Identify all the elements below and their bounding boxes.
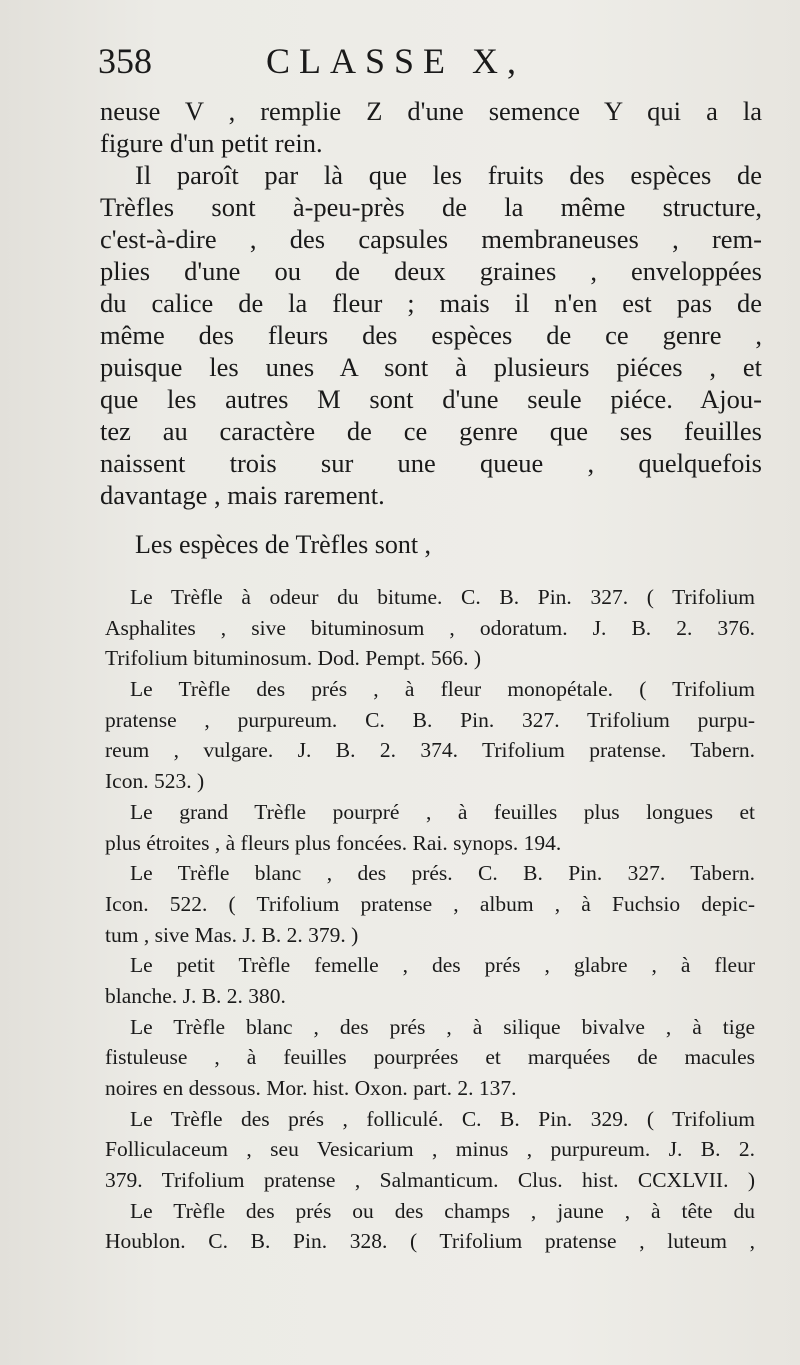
- species-entry-line: Trifolium bituminosum. Dod. Pempt. 566. ): [105, 646, 482, 671]
- species-entry-line: Le Trèfle blanc , des prés. C. B. Pin. 327. Tabern.: [130, 861, 755, 886]
- species-entry-line: Le Trèfle des prés ou des champs , jaune , à tête du: [130, 1198, 755, 1223]
- text-line: davantage , mais rarement.: [100, 480, 385, 510]
- species-entry-line: pratense , purpureum. C. B. Pin. 327. Trifolium purpu-: [105, 707, 755, 732]
- body-paragraph: [100, 95, 762, 511]
- species-entry-line: Houblon. C. B. Pin. 328. ( Trifolium pratense , luteum ,: [105, 1229, 755, 1254]
- species-entry-line: Folliculaceum , seu Vesicarium , minus , purpureum. J. B. 2.: [105, 1137, 755, 1162]
- page-number: 358: [98, 41, 152, 81]
- text-line: Trèfles sont à-peu-près de la même structure,: [100, 192, 762, 222]
- species-entry-line: reum , vulgare. J. B. 2. 374. Trifolium pratense. Tabern.: [105, 738, 755, 763]
- species-entry-line: 379. Trifolium pratense , Salmanticum. Clus. hist. CCXLVII. ): [105, 1168, 755, 1193]
- species-entry-line: Icon. 522. ( Trifolium pratense , album , à Fuchsio depic-: [105, 891, 755, 916]
- text-line: neuse V , remplie Z d'une semence Y qui a la: [100, 96, 762, 126]
- text-line: même des fleurs des espèces de ce genre ,: [100, 320, 762, 350]
- species-entry-line: Le Trèfle à odeur du bitume. C. B. Pin. 327. ( Trifolium: [130, 585, 755, 609]
- text-line: figure d'un petit rein.: [100, 128, 323, 158]
- species-entry-line: Le petit Trèfle femelle , des prés , glabre , à fleur: [130, 953, 755, 978]
- text-line: plies d'une ou de deux graines , enveloppées: [100, 256, 762, 286]
- species-entry-line: fistuleuse , à feuilles pourprées et marquées de macules: [105, 1045, 755, 1070]
- text-line: puisque les unes A sont à plusieurs piéces , et: [100, 352, 762, 382]
- species-heading: Les espèces de Trèfles sont ,: [135, 530, 432, 559]
- text-line: du calice de la fleur ; mais il n'en est pas de: [100, 288, 762, 318]
- text-line: c'est-à-dire , des capsules membraneuses , rem-: [100, 224, 762, 254]
- species-entry-line: noires en dessous. Mor. hist. Oxon. part. 2. 137.: [105, 1076, 517, 1100]
- species-list: [105, 582, 755, 1257]
- species-entry-line: blanche. J. B. 2. 380.: [105, 983, 286, 1008]
- text-line: tez au caractère de ce genre que ses feuilles: [100, 416, 762, 446]
- species-entry-line: Le Trèfle blanc , des prés , à silique bivalve , à tige: [130, 1014, 755, 1039]
- species-entry-line: Le grand Trèfle pourpré , à feuilles plus longues et: [130, 799, 755, 824]
- text-line: naissent trois sur une queue , quelquefois: [100, 448, 762, 478]
- species-entry-line: plus étroites , à fleurs plus foncées. Rai. synops. 194.: [105, 830, 562, 855]
- page-header: [98, 40, 758, 92]
- species-entry-line: Asphalites , sive bituminosum , odoratum. J. B. 2. 376.: [105, 615, 755, 640]
- text-line: que les autres M sont d'une seule piéce. Ajou-: [100, 384, 762, 414]
- species-entry-line: Icon. 523. ): [105, 769, 205, 794]
- text-line: Il paroît par là que les fruits des espèces de: [135, 160, 762, 190]
- species-entry-line: Le Trèfle des prés , à fleur monopétale. ( Trifolium: [130, 677, 755, 702]
- running-title: CLASSE X,: [266, 41, 526, 81]
- species-entry-line: Le Trèfle des prés , folliculé. C. B. Pin. 329. ( Trifolium: [130, 1106, 755, 1131]
- species-entry-line: tum , sive Mas. J. B. 2. 379. ): [105, 922, 359, 947]
